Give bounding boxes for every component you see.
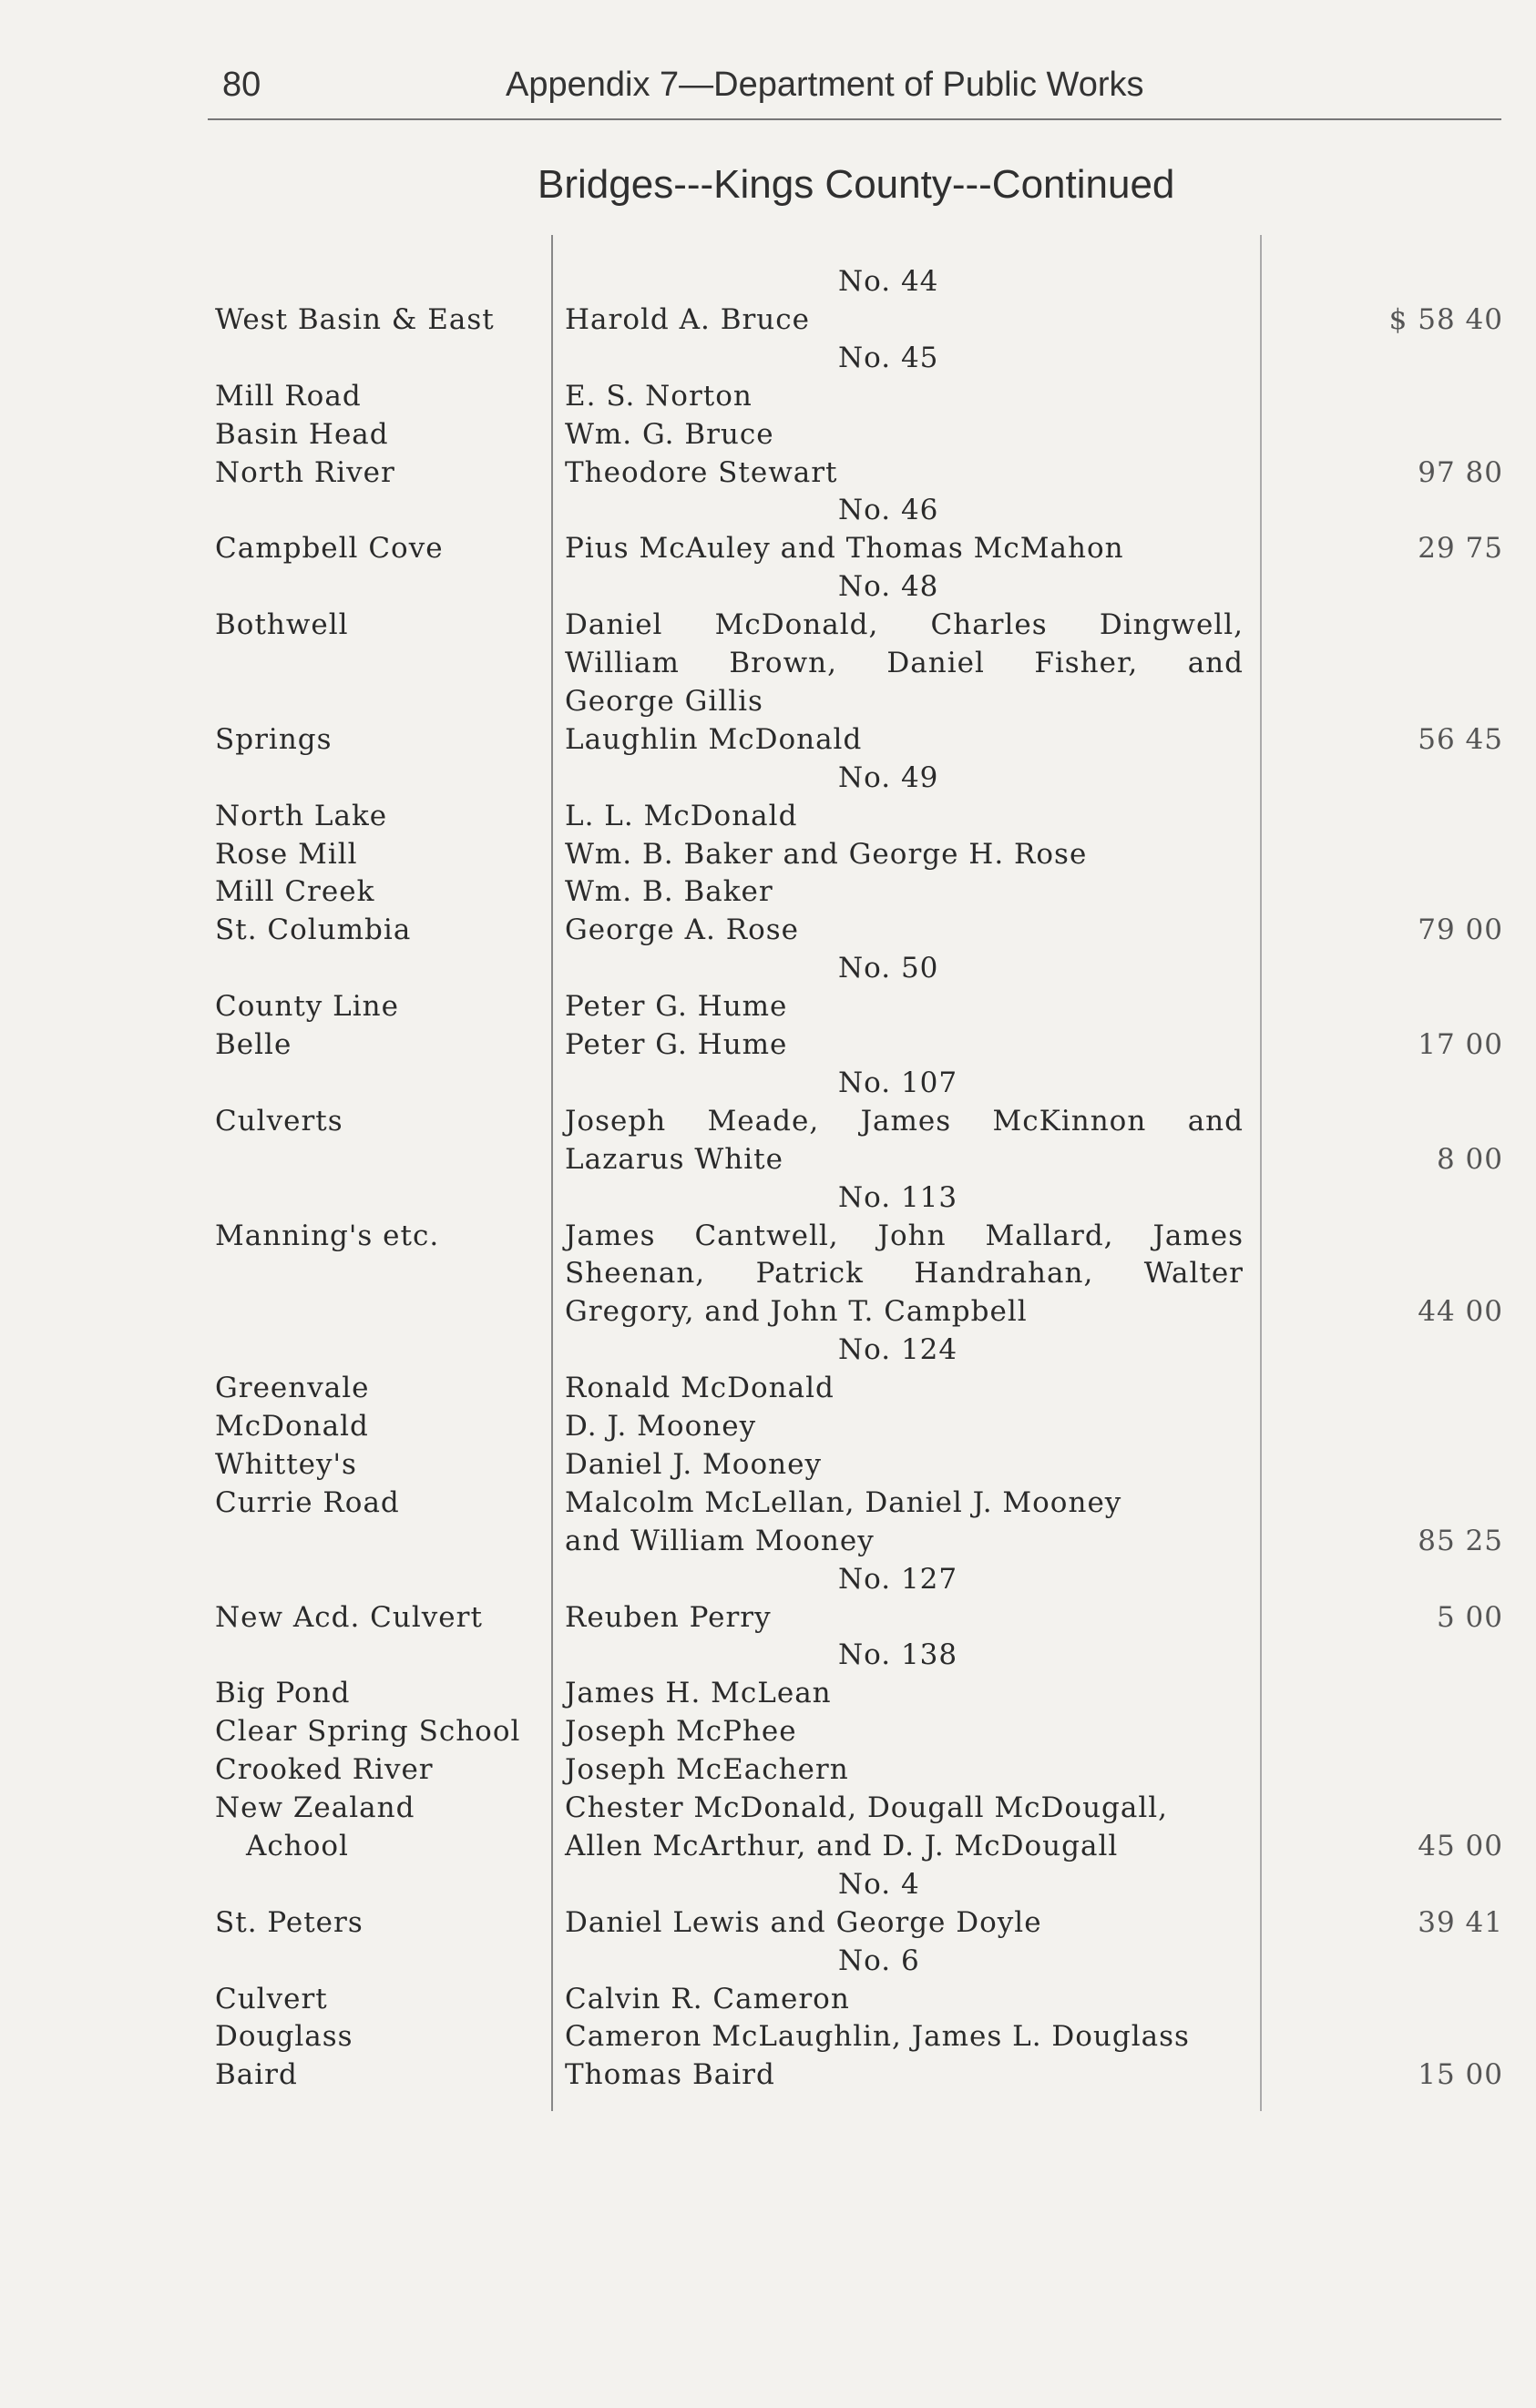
bridge-location: Whittey's [215, 1447, 357, 1481]
bridge-location: Belle [215, 1028, 292, 1061]
table-row [0, 644, 1536, 682]
contract-number: No. 48 [838, 570, 939, 604]
contractor-name: Harold A. Bruce [565, 302, 810, 336]
bridge-location: Big Pond [215, 1677, 351, 1710]
contractor-name: Joseph Meade, James McKinnon and [565, 1104, 1244, 1138]
table-row [0, 1598, 1536, 1637]
contractor-name: Ronald McDonald [565, 1372, 835, 1405]
contractor-name: Lazarus White [565, 1142, 783, 1176]
table-row [0, 987, 1536, 1025]
table-row [0, 1369, 1536, 1407]
bridge-location: Culverts [215, 1104, 343, 1138]
contractor-name: Daniel Lewis and George Doyle [565, 1905, 1042, 1939]
contract-number: No. 107 [838, 1066, 958, 1099]
contract-number-row [0, 491, 1536, 529]
bridge-location: County Line [215, 990, 399, 1024]
contractor-name: Laughlin McDonald [565, 722, 863, 756]
contract-number: No. 44 [838, 265, 939, 298]
bridge-location: Baird [215, 2058, 298, 2092]
contractor-name: James Cantwell, John Mallard, James [565, 1219, 1244, 1252]
table-row [0, 454, 1536, 492]
contract-number-row [0, 1064, 1536, 1102]
bridge-location: North Lake [215, 799, 388, 832]
contractor-name: George Gillis [565, 684, 763, 718]
contractor-name: Gregory, and John T. Campbell [565, 1295, 1028, 1329]
contractor-name: Wm. B. Baker and George H. Rose [565, 837, 1088, 871]
contract-number-row [0, 567, 1536, 606]
contractor-name: D. J. Mooney [565, 1410, 757, 1443]
table-row [0, 415, 1536, 454]
amount: 17 00 [1418, 1028, 1503, 1061]
table-row [0, 1407, 1536, 1445]
amount: 85 25 [1418, 1524, 1503, 1557]
bridge-location: Springs [215, 722, 333, 756]
amount: 44 00 [1418, 1295, 1503, 1329]
contract-number: No. 127 [838, 1562, 958, 1596]
table-row [0, 301, 1536, 339]
table-row [0, 1140, 1536, 1178]
contractor-name: Daniel McDonald, Charles Dingwell, [565, 608, 1244, 642]
contractor-name: Calvin R. Cameron [565, 1982, 850, 2015]
page-number: 80 [222, 66, 261, 104]
bridge-location: Clear Spring School [215, 1715, 521, 1749]
table-row [0, 1674, 1536, 1712]
bridge-location: New Acd. Culvert [215, 1600, 483, 1634]
table-row [0, 1712, 1536, 1750]
contractor-name: Joseph McEachern [565, 1753, 849, 1787]
table-row [0, 1827, 1536, 1865]
contract-number-row [0, 1331, 1536, 1369]
bridge-location: Greenvale [215, 1372, 370, 1405]
table-row [0, 1903, 1536, 1942]
bridge-location: Mill Road [215, 379, 362, 413]
contract-number-row [0, 1178, 1536, 1217]
contract-number-row [0, 1636, 1536, 1674]
contractor-name: Joseph McPhee [565, 1715, 797, 1749]
bridge-location: St. Columbia [215, 913, 412, 947]
table-row [0, 1522, 1536, 1560]
bridge-location: St. Peters [215, 1905, 364, 1939]
bridge-location: Achool [246, 1829, 349, 1862]
contractor-name: George A. Rose [565, 913, 799, 947]
contractor-name: Wm. B. Baker [565, 875, 773, 909]
contract-number-row [0, 759, 1536, 797]
contract-number-row [0, 1942, 1536, 1980]
table-row [0, 1102, 1536, 1140]
table-row [0, 1254, 1536, 1292]
contract-number: No. 49 [838, 760, 939, 794]
bridge-location: Currie Road [215, 1485, 400, 1519]
table-row [0, 2056, 1536, 2094]
contractor-name: Theodore Stewart [565, 455, 838, 489]
table-row [0, 1484, 1536, 1522]
bridge-location: Manning's etc. [215, 1219, 440, 1252]
contractor-name: Sheenan, Patrick Handrahan, Walter [565, 1257, 1244, 1291]
contract-number: No. 6 [838, 1944, 920, 1977]
contract-number: No. 138 [838, 1638, 958, 1672]
table-row [0, 606, 1536, 644]
contractor-name: Peter G. Hume [565, 990, 788, 1024]
table-row [0, 720, 1536, 759]
bridge-location: Bothwell [215, 608, 349, 642]
table-row [0, 1217, 1536, 1255]
contract-number: No. 113 [838, 1180, 958, 1214]
contractor-name: Thomas Baird [565, 2058, 775, 2092]
bridge-location: New Zealand [215, 1791, 415, 1824]
contract-number-row [0, 339, 1536, 377]
section-title: Bridges---Kings County---Continued [538, 162, 1175, 207]
amount: 5 00 [1436, 1600, 1503, 1634]
contractor-name: Cameron McLaughlin, James L. Douglass [565, 2020, 1190, 2054]
table-row [0, 377, 1536, 415]
table-row [0, 872, 1536, 911]
table-row [0, 911, 1536, 949]
amount: $ 58 40 [1388, 302, 1503, 336]
bridge-location: Campbell Cove [215, 532, 444, 566]
amount: 15 00 [1418, 2058, 1503, 2092]
table-row [0, 1292, 1536, 1331]
contractor-name: Malcolm McLellan, Daniel J. Mooney [565, 1485, 1122, 1519]
contractor-name: and William Mooney [565, 1524, 875, 1557]
amount: 97 80 [1418, 455, 1503, 489]
table-row [0, 2017, 1536, 2056]
contractor-name: Peter G. Hume [565, 1028, 788, 1061]
contract-number: No. 46 [838, 494, 939, 527]
bridge-location: Mill Creek [215, 875, 375, 909]
contract-number: No. 4 [838, 1867, 920, 1901]
amount: 39 41 [1418, 1905, 1503, 1939]
contractor-name: Daniel J. Mooney [565, 1447, 822, 1481]
table-row [0, 1445, 1536, 1484]
table-row [0, 835, 1536, 873]
amount: 79 00 [1418, 913, 1503, 947]
contractor-name: Pius McAuley and Thomas McMahon [565, 532, 1124, 566]
amount: 45 00 [1418, 1829, 1503, 1862]
contract-number-row [0, 1865, 1536, 1903]
table-row [0, 1750, 1536, 1789]
bridge-location: Culvert [215, 1982, 328, 2015]
table-row [0, 682, 1536, 720]
table-row [0, 1789, 1536, 1827]
bridge-location: Basin Head [215, 417, 389, 451]
contractor-name: Reuben Perry [565, 1600, 772, 1634]
contractor-name: James H. McLean [565, 1677, 832, 1710]
contract-number: No. 50 [838, 952, 939, 985]
contractor-name: L. L. McDonald [565, 799, 798, 832]
contract-number-row [0, 949, 1536, 987]
contractor-name: Chester McDonald, Dougall McDougall, [565, 1791, 1169, 1824]
bridge-location: North River [215, 455, 395, 489]
bridge-location: Douglass [215, 2020, 353, 2054]
bridge-location: Rose Mill [215, 837, 358, 871]
bridge-location: McDonald [215, 1410, 369, 1443]
table-row [0, 1025, 1536, 1064]
table-row [0, 529, 1536, 567]
contractor-name: William Brown, Daniel Fisher, and [565, 647, 1244, 679]
table-row [0, 797, 1536, 835]
running-title: Appendix 7—Department of Public Works [506, 66, 1144, 104]
contractor-name: E. S. Norton [565, 379, 753, 413]
bridge-location: West Basin & East [215, 302, 495, 336]
contractor-name: Wm. G. Bruce [565, 417, 774, 451]
amount: 56 45 [1418, 722, 1503, 756]
contract-number-row [0, 1560, 1536, 1598]
amount: 8 00 [1436, 1142, 1503, 1176]
table-row [0, 1980, 1536, 2018]
contractor-name: Allen McArthur, and D. J. McDougall [565, 1829, 1119, 1862]
contract-number-row [0, 262, 1536, 301]
amount: 29 75 [1418, 532, 1503, 566]
bridge-location: Crooked River [215, 1753, 434, 1787]
contract-number: No. 124 [838, 1333, 958, 1367]
contract-number: No. 45 [838, 341, 939, 374]
